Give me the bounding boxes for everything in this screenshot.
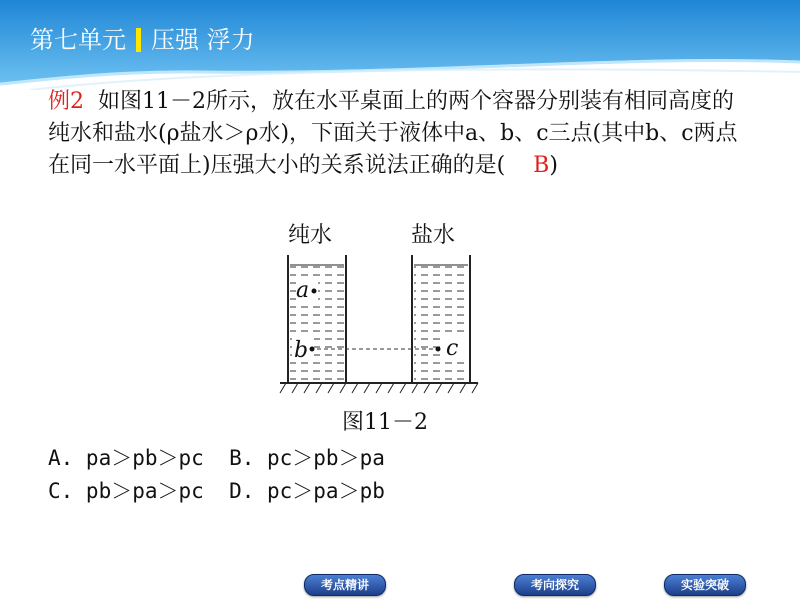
- question-body: 如图11－2所示，放在水平桌面上的两个容器分别装有相同高度的纯水和盐水(ρ盐水＞ρ水)，下面关于液体中a、b、c三点(其中b、c两点在同一水平面上)压强大小的关系说法正确的是(: [48, 89, 738, 178]
- salt-water-liquid: [414, 265, 468, 383]
- unit-label: 第七单元: [30, 26, 126, 54]
- nav-button-kaoxiang[interactable]: 考向探究: [514, 574, 596, 596]
- title-divider: [136, 28, 141, 52]
- unit-title: [30, 20, 255, 55]
- options-row-1: A. pa＞pb＞pc B. pc＞pb＞pa: [48, 446, 385, 470]
- point-a: [312, 289, 317, 294]
- label-pure-water: 纯水: [288, 223, 333, 248]
- point-b-label: b: [294, 338, 309, 363]
- question-close: ): [549, 153, 558, 178]
- example-tag: 例2: [48, 89, 84, 114]
- label-salt-water: 盐水: [411, 223, 456, 248]
- answer-mark: B: [533, 153, 550, 178]
- point-c-label: c: [446, 336, 459, 361]
- question-text: [48, 86, 748, 182]
- table-hatching: [280, 383, 478, 393]
- point-a-label: a: [296, 278, 310, 303]
- figure-caption: 图11－2: [342, 410, 428, 435]
- options-row-2: C. pb＞pa＞pc D. pc＞pa＞pb: [48, 479, 385, 503]
- nav-button-kaodian[interactable]: 考点精讲: [304, 574, 386, 596]
- topic-label: 压强 浮力: [151, 26, 255, 54]
- point-c: [436, 347, 441, 352]
- nav-button-shiyan[interactable]: 实验突破: [664, 574, 746, 596]
- point-b: [310, 347, 315, 352]
- containers-diagram: [276, 215, 496, 405]
